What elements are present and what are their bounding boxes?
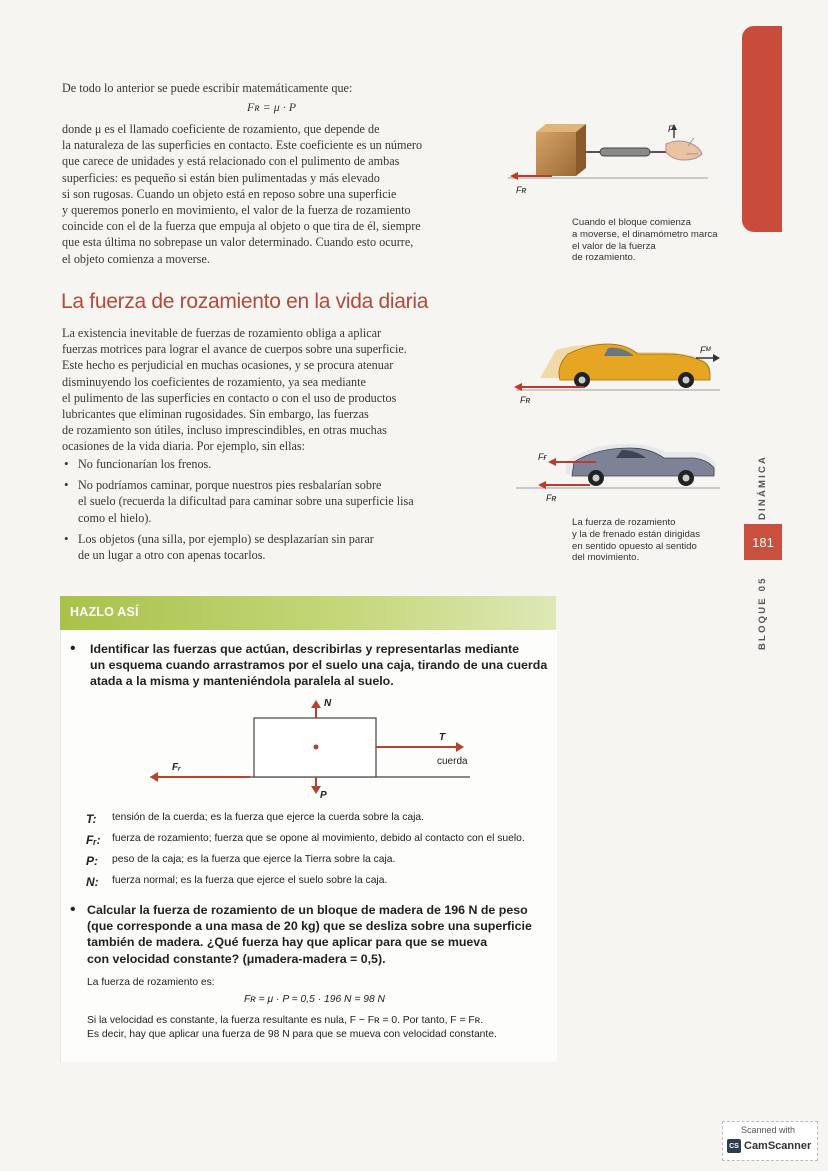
bullet-icon: •: [70, 640, 76, 657]
caption-line: en sentido opuesto al sentido: [572, 540, 697, 552]
task-1: [90, 641, 547, 690]
text-line: como el hielo).: [78, 510, 152, 525]
legend-row: [86, 850, 552, 871]
text-line: • No funcionarían los frenos.: [78, 457, 212, 471]
caption-line: y la de frenado están dirigidas: [572, 528, 700, 540]
wooden-block: [536, 132, 576, 176]
grey-car: [566, 444, 716, 486]
text-line: también de madera. ¿Qué fuerza hay que aplicar para que se mueva: [87, 935, 488, 950]
bullet-icon: •: [70, 901, 76, 918]
text-line: Calcular la fuerza de rozamiento de un bloque de madera de 196 N de peso: [87, 903, 528, 917]
weight-label: P: [320, 790, 327, 801]
text-line: si son rugosas. Cuando un objeto está en reposo sobre una superficie: [62, 186, 397, 201]
yellow-car: [540, 344, 710, 388]
legend-text: fuerza de rozamiento; fuerza que se opone al movimiento, debido al contacto con el suelo.: [112, 833, 525, 845]
caption-line: Cuando el bloque comienza: [572, 217, 691, 228]
intro-paragraph: [62, 121, 502, 267]
text-line: lubricantes que eliminan rugosidades. Sin embargo, las fuerzas: [62, 407, 369, 422]
intro-lead: De todo lo anterior se puede escribir matemáticamente que:: [62, 81, 353, 95]
camscanner-watermark: [722, 1121, 818, 1161]
force-diagram: [140, 698, 480, 806]
list-item: [62, 477, 512, 526]
section-title: La fuerza de rozamiento en la vida diaria: [61, 290, 429, 313]
text-line: • No podríamos caminar, porque nuestros pies resbalarían sobre: [78, 478, 382, 493]
calc-lead: La fuerza de rozamiento es:: [87, 977, 215, 988]
text-line: el pulimento de las superficies en contacto o con el uso de productos: [62, 390, 397, 405]
text-line: coincide con el de la fuerza que empuja al objeto o que tira de él, siempre: [62, 219, 421, 234]
text-line: La existencia inevitable de fuerzas de rozamiento obliga a aplicar: [62, 326, 382, 340]
text-line: fuerzas motrices para lograr el avance de cuerpos sobre una superficie.: [62, 342, 407, 357]
section-paragraph: [62, 325, 502, 455]
text-line: que carece de unidades y está relacionado con el pulimento de ambas: [62, 154, 400, 169]
force-fr-label: Fʀ: [520, 395, 531, 405]
legend-row: [86, 829, 552, 850]
caption-line: a moverse, el dinamómetro marca: [572, 228, 718, 240]
rope-label: cuerda: [437, 756, 468, 767]
block-dynamometer-illustration: [508, 120, 728, 210]
text-line: que esta última no sobrepase un valor determinado. Cuando esto ocurre,: [62, 235, 414, 250]
text-line: de un lugar a otro con apenas tocarlos.: [78, 548, 266, 563]
text-line: un esquema cuando arrastramos por el suelo una caja, tirando de una cuerda: [90, 658, 548, 673]
caption-line: de rozamiento.: [572, 252, 636, 264]
chapter-tab: [742, 26, 782, 232]
text-line: con velocidad constante? (μmadera-madera = 0,5).: [87, 951, 386, 966]
legend-symbol: Fᵣ:: [86, 832, 101, 847]
list-item: [62, 456, 512, 472]
watermark-name: CamScanner: [744, 1140, 812, 1152]
text-line: (que corresponde a una masa de 20 kg) que se desliza sobre una superficie: [87, 919, 532, 934]
text-line: de rozamiento son útiles, incluso imprescindibles, en otras muchas: [62, 423, 387, 438]
text-line: y queremos ponerlo en movimiento, el valor de la fuerza de rozamiento: [62, 203, 411, 218]
page-number: 181: [744, 524, 782, 560]
legend-row: [86, 871, 552, 892]
text-line: atada a la misma y manteniéndola paralela al suelo.: [90, 674, 394, 689]
dynamometer: [600, 148, 650, 156]
task-2: [87, 902, 532, 967]
normal-force-label: N: [324, 698, 332, 709]
legend-text: fuerza normal; es la fuerza que ejerce el suelo sobre la caja.: [112, 875, 388, 887]
legend-symbol: N:: [86, 874, 99, 889]
text-line: la naturaleza de las superficies en contacto. Este coeficiente es un número: [62, 138, 423, 153]
conclusion: [87, 1014, 497, 1042]
text-line: • Los objetos (una silla, por ejemplo) se desplazarían sin parar: [78, 531, 374, 546]
chapter-label: DINÁMICA: [757, 454, 768, 520]
friction-formula: Fʀ = μ · P: [247, 100, 297, 114]
force-fr-label: Fʀ: [516, 185, 527, 195]
text-line: el objeto comienza a moverse.: [62, 251, 210, 266]
tension-label: T: [439, 732, 446, 743]
examples-list: [62, 456, 512, 563]
cars-caption: [572, 517, 700, 564]
friction-label: Fᵣ: [172, 762, 181, 773]
text-line: donde μ es el llamado coeficiente de rozamiento, que depende de: [62, 122, 380, 136]
text-line: Es decir, hay que aplicar una fuerza de 98 N para que se mueva con velocidad constante.: [87, 1029, 497, 1041]
legend-text: peso de la caja; es la fuerza que ejerce la Tierra sobre la caja.: [112, 854, 396, 866]
text-line: disminuyendo los coeficientes de rozamiento, ya sea mediante: [62, 374, 366, 389]
caption-line: La fuerza de rozamiento: [572, 517, 676, 528]
legend-row: [86, 808, 552, 829]
block-caption: [572, 217, 718, 264]
text-line: Este hecho es perjudicial en muchas ocasiones, y se procura atenuar: [62, 358, 394, 373]
text-line: Si la velocidad es constante, la fuerza resultante es nula, F − Fʀ = 0. Por tanto, F = Fʀ.: [87, 1015, 484, 1026]
text-line: Identificar las fuerzas que actúan, describirlas y representarlas mediante: [90, 642, 520, 656]
legend-symbol: T:: [86, 811, 97, 826]
watermark-line: Scanned with: [741, 1125, 796, 1135]
force-ff-label: Fғ: [538, 452, 547, 462]
caption-line: el valor de la fuerza: [572, 240, 656, 252]
text-line: el suelo (recuerda la dificultad para caminar sobre una superficie lisa: [78, 494, 414, 509]
list-item: [62, 531, 512, 563]
legend-symbol: P:: [86, 853, 98, 868]
caption-line: del movimiento.: [572, 552, 640, 564]
legend-text: tensión de la cuerda; es la fuerza que ejerce la cuerda sobre la caja.: [112, 812, 424, 824]
cars-illustration: [510, 330, 730, 510]
text-line: ocasiones de la vida diaria. Por ejemplo, sin ellas:: [62, 439, 306, 454]
force-fm-label: Fᴹ: [700, 345, 711, 355]
force-f-label: F: [668, 124, 674, 134]
camscanner-logo-icon: CS: [727, 1139, 741, 1153]
hazlo-header: [60, 596, 556, 630]
text-line: superficies: es pequeño si están bien pulimentadas y más elevado: [62, 170, 380, 185]
calc-formula: Fʀ = μ · P = 0,5 · 196 N = 98 N: [244, 994, 385, 1005]
force-fr-label-2: Fʀ: [546, 493, 557, 503]
forces-legend: [86, 808, 552, 892]
block-label: BLOQUE 05: [757, 576, 768, 650]
hazlo-label: HAZLO ASÍ: [70, 605, 139, 619]
